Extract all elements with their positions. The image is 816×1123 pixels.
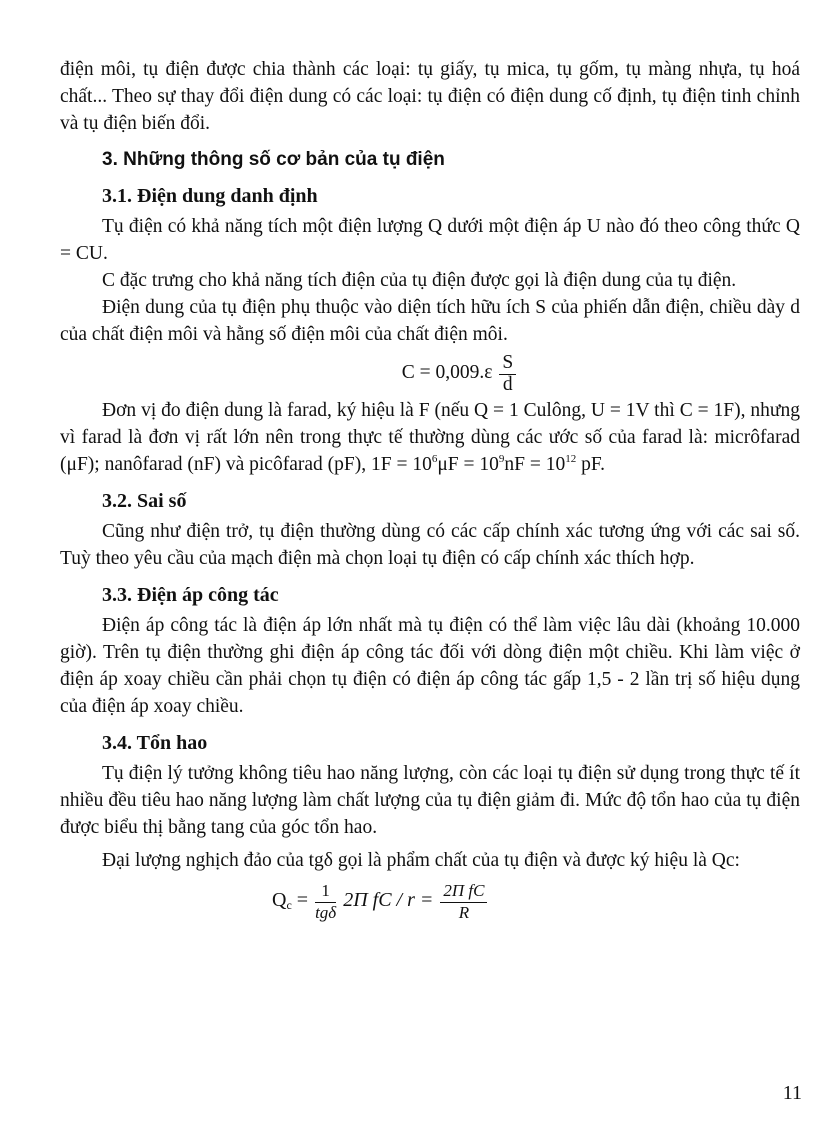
exp-12: 12 bbox=[565, 453, 577, 465]
unit-text-c: nF = 10 bbox=[504, 454, 566, 475]
formula-fraction bbox=[499, 352, 516, 395]
s33-paragraph-1: Điện áp công tác là điện áp lớn nhất mà tụ điện có thể làm việc lâu dài (khoảng 10.000 giờ). Trên tụ điện thường ghi điện áp công tác đối với dòng điện một chiều. Khi làm việc ở điện áp xoay chiều cần phải chọn tụ điện có điện áp công tác gấp 1,5 - 2 lần trị số hiệu dụng của điện áp xoay chiều. bbox=[60, 615, 800, 717]
q-sub: c bbox=[286, 898, 292, 913]
section-3-1-heading: 3.1. Điện dung danh định bbox=[102, 185, 318, 207]
unit-text-a: Đơn vị đo điện dung là farad, ký hiệu là F (nếu Q = 1 Culông, U = 1V thì C = 1F), nhưng vì farad là đơn vị rất lớn nên trong thực tế thường dùng các ước số của farad là: micrôfarad (μF); nanôfarad (nF) và picôfarad (pF), 1F = 10 bbox=[60, 400, 800, 475]
unit-text-b: μF = 10 bbox=[437, 454, 499, 475]
capacitance-formula bbox=[120, 352, 800, 395]
q-num-2: 2Π fC bbox=[440, 880, 487, 903]
intro-paragraph: điện môi, tụ điện được chia thành các loại: tụ giấy, tụ mica, tụ gốm, tụ màng nhựa, tụ hoá chất... Theo sự thay đổi điện dung có các loại: tụ điện có điện dung cố định, tụ điện tinh chỉnh và tụ điện biến đổi. bbox=[60, 59, 800, 134]
formula-lhs: C = 0,009.ε bbox=[401, 361, 493, 383]
s31-paragraph-2: C đặc trưng cho khả năng tích điện của tụ điện được gọi là điện dung của tụ điện. bbox=[102, 270, 737, 291]
section-3-2-heading: 3.2. Sai số bbox=[102, 490, 187, 512]
section-3-4-heading: 3.4. Tổn hao bbox=[102, 732, 208, 754]
formula-denominator: d bbox=[502, 374, 513, 395]
q-den-2: R bbox=[458, 903, 470, 922]
exp-6: 6 bbox=[431, 453, 438, 465]
q-mid: 2Π fC / r = bbox=[343, 889, 439, 912]
q-den-1: tgδ bbox=[315, 903, 337, 922]
s31-paragraph-1: Tụ điện có khả năng tích một điện lượng Q dưới một điện áp U nào đó theo công thức Q = CU. bbox=[60, 216, 800, 264]
q-lhs: Q bbox=[272, 889, 287, 912]
s34-paragraph-2: Đại lượng nghịch đảo của tgδ gọi là phẩm chất của tụ điện và được ký hiệu là Qc: bbox=[102, 850, 740, 871]
page-number: 11 bbox=[782, 1082, 802, 1104]
s31-paragraph-3: Điện dung của tụ điện phụ thuộc vào diện tích hữu ích S của phiến dẫn điện, chiều dày d của chất điện môi và hằng số điện môi của chất điện môi. bbox=[60, 297, 800, 345]
q-fraction-1 bbox=[315, 880, 336, 923]
section-3-heading: 3. Những thông số cơ bản của tụ điện bbox=[102, 149, 445, 170]
q-eq: = bbox=[291, 889, 314, 912]
quality-factor-formula bbox=[60, 880, 800, 923]
section-3-3-heading: 3.3. Điện áp công tác bbox=[102, 584, 279, 606]
s31-paragraph-4 bbox=[60, 397, 800, 478]
q-num-1: 1 bbox=[315, 880, 336, 903]
formula-numerator: S bbox=[499, 352, 516, 375]
q-fraction-2 bbox=[440, 880, 487, 923]
s34-paragraph-1: Tụ điện lý tưởng không tiêu hao năng lượng, còn các loại tụ điện sử dụng trong thực tế ít nhiều đều tiêu hao năng lượng làm chất lượng của tụ điện giảm đi. Mức độ tổn hao của tụ điện được biểu thị bằng tang của góc tổn hao. bbox=[60, 763, 800, 838]
s32-paragraph-1: Cũng như điện trở, tụ điện thường dùng có các cấp chính xác tương ứng với các sai số. Tuỳ theo yêu cầu của mạch điện mà chọn loại tụ điện có cấp chính xác thích hợp. bbox=[60, 521, 800, 569]
unit-text-d: pF. bbox=[576, 454, 606, 475]
exp-9: 9 bbox=[498, 453, 505, 465]
document-page bbox=[60, 56, 800, 923]
